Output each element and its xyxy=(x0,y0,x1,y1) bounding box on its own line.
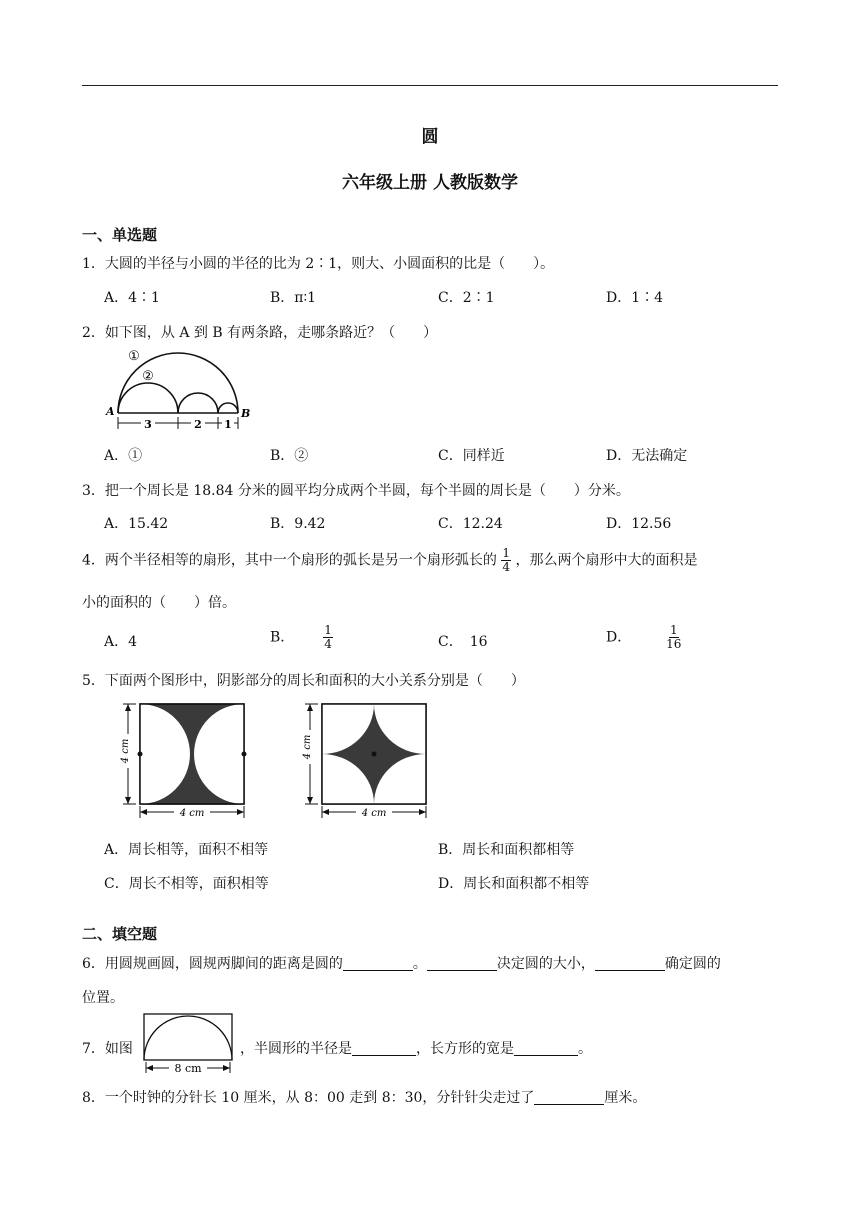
q4-option-d-denominator: 16 xyxy=(666,637,682,651)
q2-path-2-label: ② xyxy=(142,369,154,384)
q5-figure-left xyxy=(118,700,258,820)
q6-text-2: 。 xyxy=(412,956,427,972)
question-3-stem: 3．把一个周长是 18.84 分米的圆平均分成两个半圆，每个半圆的周长是（ ）分米。 xyxy=(82,483,630,499)
header-rule xyxy=(82,85,778,86)
q1-option-a[interactable]: A．4∶1 xyxy=(104,290,160,306)
question-4-stem-line2: 小的面积的（ ）倍。 xyxy=(82,595,236,611)
q6-blank-2[interactable] xyxy=(427,956,497,971)
q7-semicircle-figure xyxy=(143,1013,235,1075)
q4-stem-before: 4．两个半径相等的扇形，其中一个扇形的弧长是另一个扇形弧长的 xyxy=(82,552,497,569)
q1-option-c[interactable]: C．2∶1 xyxy=(438,290,495,306)
section-heading-single-choice: 一、单选题 xyxy=(82,226,158,244)
q4-frac-numerator: 1 xyxy=(502,546,510,560)
q2-option-c[interactable]: C．同样近 xyxy=(438,448,505,464)
q5-right-bottom-label: 4 cm xyxy=(361,808,387,819)
q8-text-1: 8．一个时钟的分针长 10 厘米，从 8：00 走到 8：30，分针针尖走过了 xyxy=(82,1090,535,1106)
q2-point-b-label: B xyxy=(241,407,251,420)
q3-option-c[interactable]: C．12.24 xyxy=(438,516,503,532)
q4-option-b-denominator: 4 xyxy=(324,637,332,651)
q7-blank-2[interactable] xyxy=(514,1041,578,1056)
q6-text-3: 决定圆的大小， xyxy=(496,956,595,972)
question-7-stem xyxy=(240,1038,592,1058)
question-8-stem xyxy=(82,1087,646,1107)
q2-point-a-label: A xyxy=(106,405,115,418)
q5-option-c[interactable]: C．周长不相等，面积相等 xyxy=(104,876,269,892)
q2-option-d[interactable]: D．无法确定 xyxy=(606,448,688,464)
q2-seg-1-label: 1 xyxy=(224,418,232,431)
q4-option-a[interactable]: A．4 xyxy=(104,634,138,650)
q5-option-d[interactable]: D．周长和面积都不相等 xyxy=(438,876,590,892)
question-5-stem: 5．下面两个图形中，阴影部分的周长和面积的大小关系分别是（ ） xyxy=(82,673,525,689)
q2-seg-3-label: 3 xyxy=(144,418,152,431)
page-title: 圆 xyxy=(421,127,439,147)
q5-right-side-label: 4 cm xyxy=(302,734,313,760)
q2-paths-figure xyxy=(100,344,260,434)
q4-stem-fraction xyxy=(501,547,511,574)
q5-left-bottom-label: 4 cm xyxy=(179,808,205,819)
q7-blank-1[interactable] xyxy=(352,1041,416,1056)
q3-option-d[interactable]: D．12.56 xyxy=(606,516,672,532)
q2-path-1-label: ① xyxy=(128,349,140,364)
q3-option-b[interactable]: B．9.42 xyxy=(270,516,326,532)
question-7-prefix: 7．如图 xyxy=(82,1041,133,1057)
section-heading-fill-blank: 二、填空题 xyxy=(82,925,158,943)
q8-text-2: 厘米。 xyxy=(604,1090,647,1106)
q3-option-a[interactable]: A．15.42 xyxy=(104,516,169,532)
question-6-line2: 位置。 xyxy=(82,990,124,1006)
question-1-stem: 1．大圆的半径与小圆的半径的比为 2∶1，则大、小圆面积的比是（ ）。 xyxy=(82,256,555,272)
q2-option-a[interactable]: A．① xyxy=(104,448,143,464)
q2-seg-2-label: 2 xyxy=(194,418,202,431)
q4-option-d[interactable] xyxy=(606,624,681,651)
q6-text-1: 6．用圆规画圆，圆规两脚间的距离是圆的 xyxy=(82,956,343,972)
q8-blank-1[interactable] xyxy=(534,1090,604,1105)
q5-left-side-label: 4 cm xyxy=(120,738,131,764)
q2-option-b[interactable]: B．② xyxy=(270,448,309,464)
q5-figure-right xyxy=(296,700,436,820)
q4-option-b-numerator: 1 xyxy=(324,623,332,637)
q4-option-d-label: D． xyxy=(606,629,632,646)
question-2-stem: 2．如下图，从 A 到 B 有两条路，走哪条路近？（ ） xyxy=(82,325,438,341)
q4-option-b-label: B． xyxy=(270,629,295,646)
q1-option-d[interactable]: D．1∶4 xyxy=(606,290,664,306)
q7-width-label: 8 cm xyxy=(174,1062,202,1075)
q7-text-2: ，半圆形的半径是 xyxy=(240,1041,352,1057)
q4-option-b-fraction xyxy=(323,624,333,651)
q6-blank-1[interactable] xyxy=(343,956,413,971)
q4-option-c[interactable]: C． 16 xyxy=(438,634,488,650)
q4-stem-after: ，那么两个扇形中大的面积是 xyxy=(515,552,698,569)
question-4-stem xyxy=(82,547,697,574)
q7-text-4: 。 xyxy=(578,1041,592,1057)
q6-blank-3[interactable] xyxy=(595,956,665,971)
question-6-stem xyxy=(82,953,721,973)
q7-text-3: ，长方形的宽是 xyxy=(416,1041,514,1057)
q1-option-b[interactable]: B．π∶1 xyxy=(270,290,317,306)
page-subtitle: 六年级上册 人教版数学 xyxy=(342,173,518,193)
q5-option-a[interactable]: A．周长相等，面积不相等 xyxy=(104,842,269,858)
q4-option-b[interactable] xyxy=(270,624,333,651)
q4-option-d-numerator: 1 xyxy=(669,623,678,637)
q5-option-b[interactable]: B．周长和面积都相等 xyxy=(438,842,575,858)
q6-text-4: 确定圆的 xyxy=(664,956,721,972)
q4-frac-denominator: 4 xyxy=(502,560,510,574)
q4-option-d-fraction xyxy=(666,624,681,651)
